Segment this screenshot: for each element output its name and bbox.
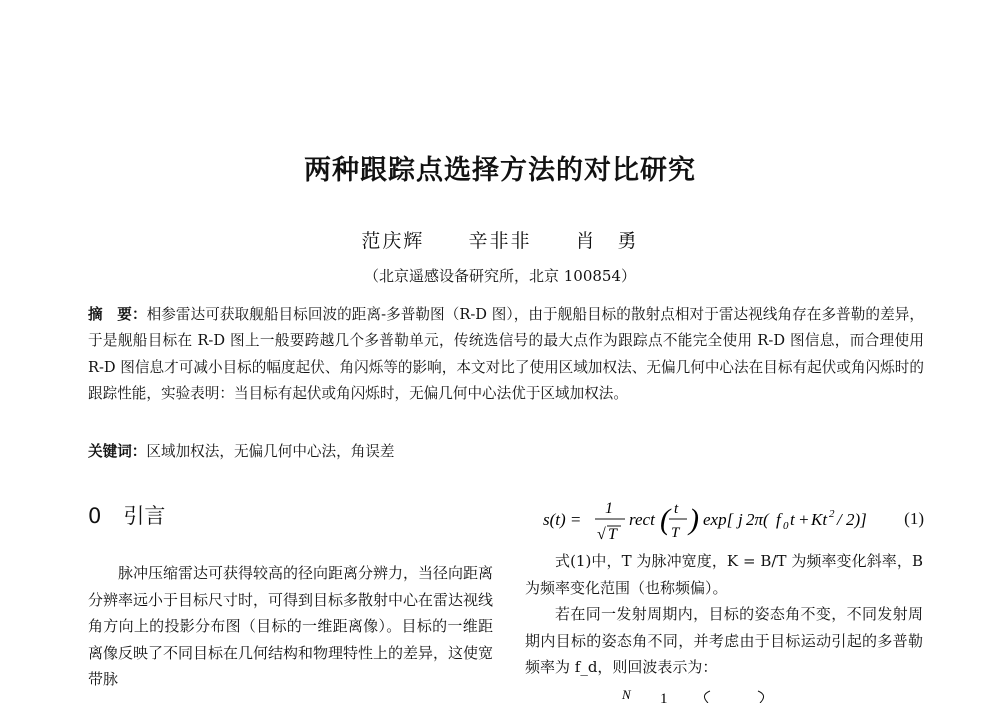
- equation-2-partial: [600, 688, 800, 702]
- svg-text:2: 2: [829, 508, 835, 520]
- svg-text:1: 1: [660, 691, 668, 703]
- svg-text:T: T: [608, 526, 617, 543]
- paragraph: 若在同一发射周期内，目标的姿态角不变，不同发射周期内目标的姿态角不同，并考虑由于目标运动引起的多普勒频率为 f_d，则回波表示为：: [525, 605, 923, 676]
- svg-text:√: √: [597, 526, 606, 543]
- svg-text:+: +: [798, 510, 810, 529]
- svg-text:N: N: [622, 689, 631, 702]
- affiliation: （北京遥感设备研究所，北京 100854）: [363, 267, 637, 285]
- svg-text:rect: rect: [629, 510, 655, 529]
- svg-text:(: (: [660, 503, 670, 536]
- section-number: 0: [88, 504, 102, 528]
- equation-number: (1): [904, 509, 924, 528]
- equation-formula: [543, 495, 883, 545]
- keywords-text: 区域加权法，无偏几何中心法，角误差: [146, 443, 395, 460]
- svg-text:exp[: exp[: [703, 510, 734, 529]
- svg-text:T: T: [671, 525, 680, 541]
- abstract-text: 相参雷达可获取舰船目标回波的距离-多普勒图（R-D 图），由于舰船目标的散射点相对于雷达视线角存在多普勒的差异，于是舰船目标在 R-D 图上一般要跨越几个多普勒单元，传统选信号的最大点作为跟踪点不能完全使用 R-D 图信息，而合理使用 R-D 图信息才可减小目标的幅度起伏、角闪烁等的影响，本文对比了使用区域加权法、无偏几何中心法在目标有起伏或角闪烁时的跟踪性能，实验表明：当目标有起伏或角闪烁时，无偏几何中心法优于区域加权法。: [88, 306, 924, 402]
- svg-text:t: t: [674, 501, 679, 517]
- keywords: [88, 439, 924, 465]
- keywords-label: 关键词：: [88, 443, 147, 460]
- author-name: 肖 勇: [575, 230, 639, 252]
- abstract-label: 摘 要：: [88, 306, 147, 323]
- section-heading: [88, 500, 165, 530]
- equation-fragment: [600, 689, 800, 703]
- author-name: 范庆辉: [361, 230, 425, 252]
- author-list: [0, 226, 1000, 253]
- svg-text:s(t) =: s(t) =: [543, 510, 582, 529]
- svg-text:/ 2)]: / 2)]: [837, 510, 867, 529]
- svg-text:2π(: 2π(: [746, 510, 769, 529]
- svg-text:Kt: Kt: [811, 510, 828, 529]
- equation-1: [543, 495, 928, 545]
- svg-text:t: t: [790, 510, 795, 529]
- author-name: 辛非非: [468, 230, 532, 252]
- svg-text:1: 1: [605, 500, 613, 517]
- paragraph: 式(1)中，T 为脉冲宽度，K = B/T 为频率变化斜率，B 为频率变化范围（也称频偏）。: [525, 552, 923, 597]
- intro-paragraph: 脉冲压缩雷达可获得较高的径向距离分辨力，当径向距离分辨率远小于目标尺寸时，可得到目标多散射中心在雷达视线角方向上的投影分布图（目标的一维距离像）。目标的一维距离像反映了不同目标在几何结构和物理特性上的差异，这使宽带脉: [88, 564, 494, 688]
- svg-text:): ): [689, 503, 699, 536]
- abstract: [88, 302, 924, 407]
- left-column: [88, 560, 493, 693]
- section-title: 引言: [123, 504, 166, 528]
- paper-title: 两种跟踪点选择方法的对比研究: [304, 155, 696, 186]
- svg-text:j: j: [738, 510, 743, 529]
- svg-text:0: 0: [783, 520, 789, 532]
- right-column: [525, 548, 923, 681]
- svg-text:f: f: [776, 510, 781, 529]
